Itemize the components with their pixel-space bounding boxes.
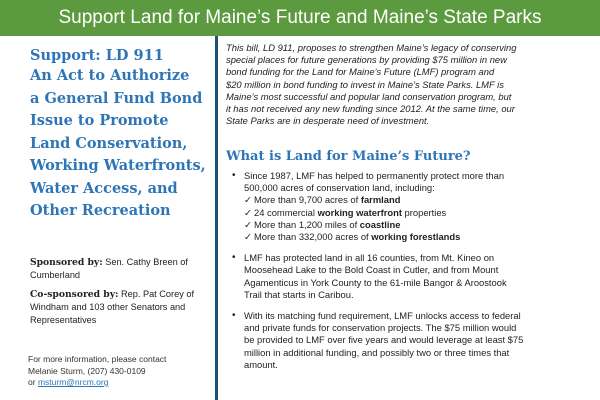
bullet-line: 500,000 acres of conservation land, including: <box>244 182 435 194</box>
bullet-item <box>226 310 596 371</box>
right-column <box>226 36 596 400</box>
cosponsored-text: Rep. Pat Corey of Windham and 103 other Senators and Representatives <box>30 289 195 325</box>
intro-line: $20 million in bond funding to invest in Maine’s State Parks. LMF is <box>226 78 504 90</box>
cosponsored-label: Co-sponsored by: <box>30 289 119 300</box>
checkmark-icon: ✓ <box>244 231 252 243</box>
cosponsored-by <box>30 288 215 327</box>
check-text: 24 commercial <box>254 206 318 218</box>
what-is-lmf-heading: What is Land for Maine’s Future? <box>226 149 471 164</box>
bullet-item <box>226 252 596 301</box>
check-text: properties <box>401 206 447 218</box>
check-list <box>244 194 596 243</box>
bill-title-line: Water Access, and <box>30 179 178 197</box>
check-bold: working forestlands <box>371 231 461 243</box>
left-column <box>0 36 215 400</box>
bullet-item <box>226 170 596 243</box>
bullet-line: be provided to LMF over five years and would leverage at least $75 <box>244 334 524 346</box>
check-item <box>244 231 596 243</box>
check-item <box>244 207 596 219</box>
bullet-line: amount. <box>244 358 278 370</box>
intro-line: special places for future generations by providing $75 million in new <box>226 54 507 66</box>
bullet-line: Trail that starts in Caribou. <box>244 288 354 300</box>
check-item <box>244 219 596 231</box>
check-text: More than 9,700 acres of <box>254 194 361 206</box>
bullet-line: Moosehead Lake to the Bold Coast in Cutler, and from Mount <box>244 264 499 276</box>
bullet-line: and private funds for conservation projects. The $75 million would <box>244 322 517 334</box>
bill-title-line: a General Fund Bond <box>30 89 203 107</box>
bill-title-line: Other Recreation <box>30 202 171 219</box>
check-text: More than 332,000 acres of <box>254 231 372 243</box>
intro-line: This bill, LD 911, proposes to strengthen Maine’s legacy of conserving <box>226 42 517 53</box>
check-bold: working waterfront <box>317 206 402 218</box>
check-item <box>244 194 596 206</box>
bill-title-line: Land Conservation, <box>30 134 188 152</box>
check-bold: farmland <box>360 194 401 206</box>
sponsored-by <box>30 256 215 282</box>
bullet-line: Agamenticus in York County to the 61-mile Bangor & Aroostook <box>244 276 507 288</box>
banner-title: Support Land for Maine’s Future and Maine’s State Parks <box>58 7 542 28</box>
bill-title <box>30 65 215 223</box>
support-title <box>30 46 210 65</box>
intro-line: Maine’s most successful and popular land conservation program, but <box>226 90 512 102</box>
contact-or: or <box>28 377 36 387</box>
contact-line: Melanie Sturm, (207) 430-0109 <box>28 365 146 376</box>
contact-email-line <box>28 377 213 389</box>
bullet-line: • LMF has protected land in all 16 counties, from Mt. Kineo on <box>244 252 495 264</box>
contact-email-link[interactable]: msturm@nrcm.org <box>37 377 109 387</box>
checkmark-icon: ✓ <box>244 218 252 230</box>
header-banner <box>0 0 600 36</box>
contact-info <box>28 354 213 389</box>
intro-line: State Parks are in desperate need of investment. <box>226 115 430 127</box>
lmf-bullet-list <box>226 170 596 380</box>
check-bold: coastline <box>359 218 401 230</box>
checkmark-icon: ✓ <box>244 194 252 206</box>
bullet-line: • With its matching fund requirement, LMF unlocks access to federal <box>244 310 521 322</box>
intro-paragraph <box>226 42 596 127</box>
sponsored-label: Sponsored by: <box>30 257 103 268</box>
bullet-line: • Since 1987, LMF has helped to permanently protect more than <box>244 170 505 181</box>
column-divider <box>215 36 218 400</box>
sponsored-text: Sen. Cathy Breen of Cumberland <box>30 257 188 280</box>
contact-line: For more information, please contact <box>28 354 167 364</box>
bill-title-line: Working Waterfronts, <box>30 157 206 174</box>
intro-line: bond funding for the Land for Maine’s Future (LMF) program and <box>226 66 495 78</box>
intro-line: it has not received any new funding since 2012. At the same time, our <box>226 103 515 115</box>
check-text: More than 1,200 miles of <box>254 218 360 230</box>
support-title-text: Support: LD 911 <box>30 47 164 64</box>
bullet-line: million in additional funding, and possibly two or three times that <box>244 346 510 358</box>
checkmark-icon: ✓ <box>244 206 252 218</box>
bill-title-line: Issue to Promote <box>30 112 169 129</box>
bill-title-line: An Act to Authorize <box>30 67 190 84</box>
